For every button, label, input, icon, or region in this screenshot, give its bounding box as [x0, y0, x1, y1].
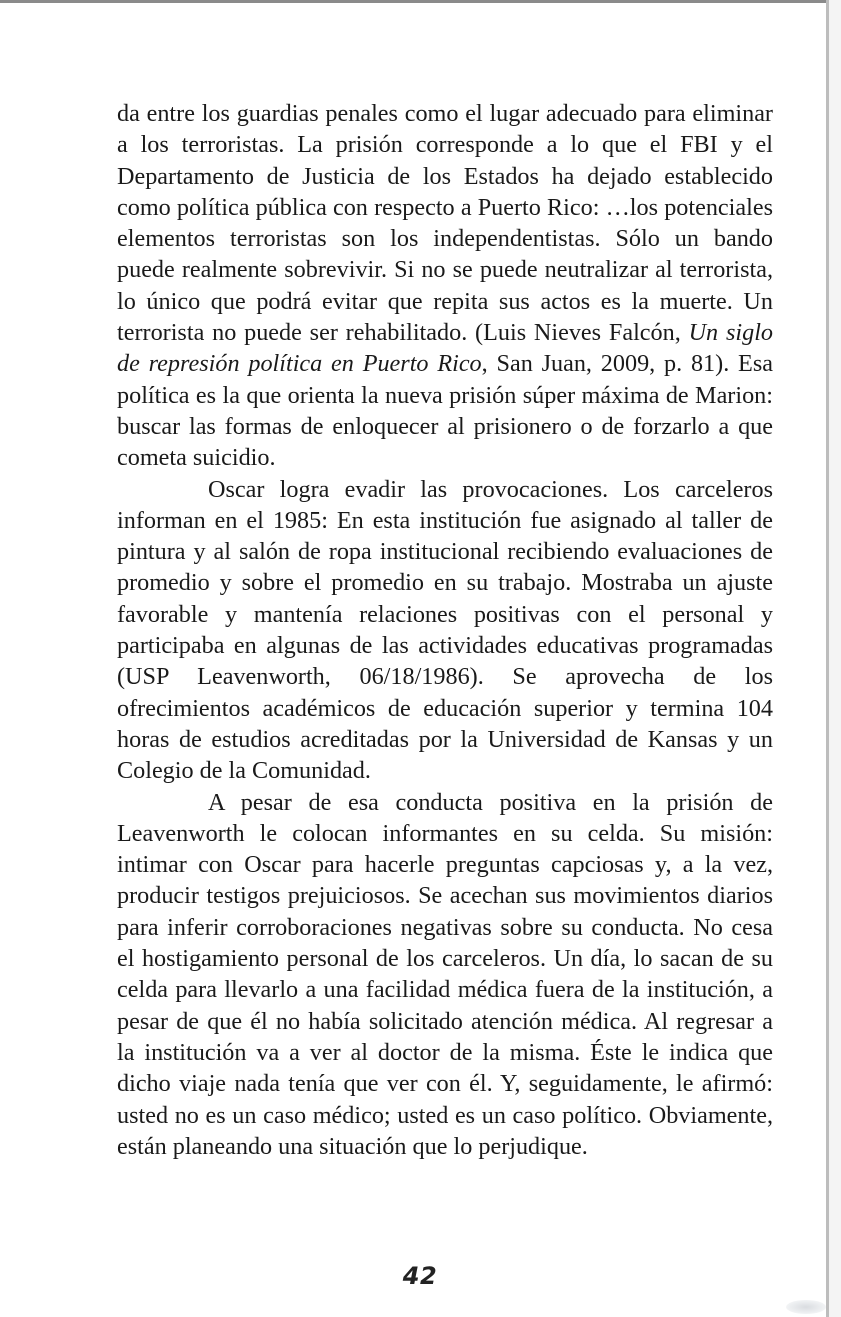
paragraph-2-run-1: Oscar logra evadir las provocaciones. Los carceleros informan en el 1985: En esta institución fue asignado al taller de pintura y al salón de ropa institucional recibiendo evaluaciones de promedio y sobre el promedio en su trabajo. Mostraba un ajuste favorable y mantenía relaciones positivas con el personal y participaba en algunas de las actividades educativas programadas (USP Leavenworth, 06/18/1986). Se aprovecha de los ofrecimientos académicos de educación superior y termina 104 horas de estudios acreditadas por la Universidad de Kansas y un Colegio de la Comunidad. — [117, 475, 773, 785]
page-number: 42 — [402, 1262, 438, 1290]
paragraph-3 — [117, 787, 773, 1163]
scan-corner-smudge — [786, 1300, 826, 1314]
scan-right-margin — [829, 0, 841, 1317]
paragraph-1 — [117, 98, 773, 474]
book-title-italic: Un siglo de represión política en Puerto Rico — [117, 319, 774, 378]
paragraph-1-run-3: , San Juan, 2009, p. 81). Esa política es la que orienta la nueva prisión súper máxima de Marion: buscar las formas de enloquecer al prisionero o de forzarlo a que cometa suicidio. — [117, 350, 773, 472]
paragraph-1-run-1: da entre los guardias penales como el lugar adecuado para eliminar a los terroristas. La prisión corresponde a lo que el FBI y el Departamento de Justicia de los Estados ha dejado establecido como política pública con respecto a Puerto Rico: …los potenciales elementos terroristas son los independentistas. Sólo un bando puede realmente sobrevivir. Si no se puede neutralizar al terrorista, lo único que podrá evitar que repita sus actos es la muerte. Un terrorista no puede ser rehabilitado. (Luis Nieves Falcón, — [117, 100, 773, 347]
paragraph-2 — [117, 474, 773, 787]
body-text — [117, 98, 773, 1162]
scan-top-edge — [0, 0, 829, 3]
paragraph-3-run-1: A pesar de esa conducta positiva en la prisión de Leavenworth le colocan informantes en su celda. Su misión: intimar con Oscar para hacerle preguntas capciosas y, a la vez, producir testigos prejuiciosos. Se acechan sus movimientos diarios para inferir corroboraciones negativas sobre su conducta. No cesa el hostigamiento personal de los carceleros. Un día, lo sacan de su celda para llevarlo a una facilidad médica fuera de la institución, a pesar de que él no había solicitado atención médica. Al regresar a la institución va a ver al doctor de la misma. Éste le indica que dicho viaje nada tenía que ver con él. Y, seguidamente, le afirmó: usted no es un caso médico; usted es un caso político. Obviamente, están planeando una situación que lo perjudique. — [117, 788, 773, 1160]
